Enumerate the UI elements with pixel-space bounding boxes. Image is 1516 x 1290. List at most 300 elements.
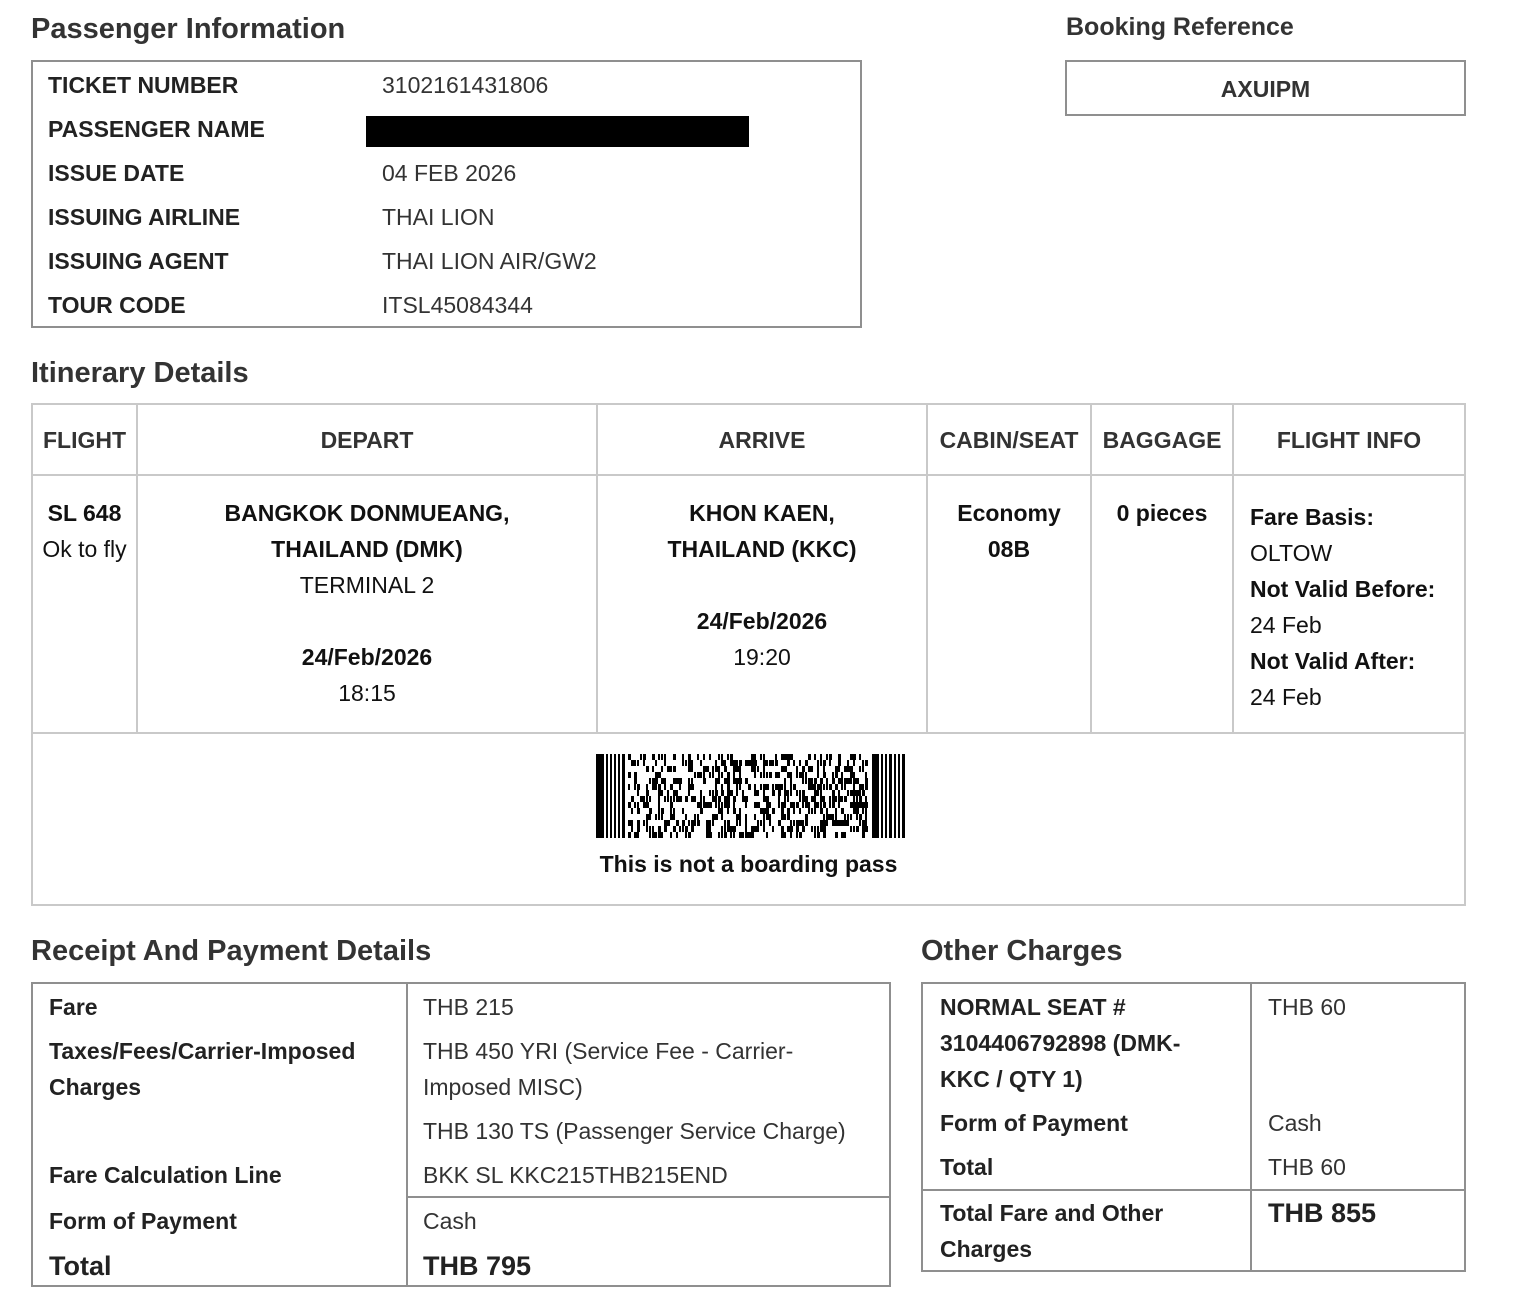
barcode-module [835, 784, 838, 790]
barcode-module [661, 754, 663, 760]
barcode-module [766, 784, 769, 790]
barcode-module [757, 766, 759, 772]
barcode-module [754, 826, 757, 832]
seat-charge-line3: KKC / QTY 1) [940, 1066, 1083, 1092]
barcode-module [838, 778, 841, 784]
barcode-module [676, 820, 679, 826]
barcode-module [742, 832, 744, 838]
barcode-module [643, 754, 646, 760]
barcode-module [898, 754, 900, 838]
barcode-module [664, 760, 666, 766]
barcode-module [658, 802, 660, 808]
tour-code-label: TOUR CODE [48, 292, 186, 318]
barcode-module [688, 832, 691, 838]
barcode-module [628, 784, 630, 790]
receipt-table [31, 982, 891, 1287]
barcode-module [706, 766, 709, 772]
barcode-module [763, 754, 765, 760]
depart-terminal: TERMINAL 2 [299, 572, 435, 598]
barcode-module [727, 754, 729, 760]
barcode-module [670, 832, 672, 838]
seat-number: 08B [987, 536, 1031, 562]
barcode-module [787, 760, 790, 766]
depart-place-line2: THAILAND (DMK) [271, 536, 463, 562]
barcode-module [865, 820, 867, 826]
barcode-module [820, 778, 823, 784]
barcode-module [787, 814, 790, 820]
barcode-module [835, 796, 837, 802]
barcode-module [808, 754, 811, 760]
barcode-module [766, 814, 769, 820]
barcode-module [712, 766, 714, 772]
barcode-module [841, 778, 843, 784]
fare-calc-value: BKK SL KKC215THB215END [423, 1162, 728, 1188]
barcode-module [847, 814, 849, 820]
booking-reference-box [1065, 60, 1466, 116]
barcode-module [862, 760, 864, 766]
barcode-module [850, 790, 853, 796]
barcode-module [832, 790, 835, 796]
barcode-module [721, 772, 723, 778]
barcode-module [787, 796, 789, 802]
barcode-module [859, 802, 862, 808]
barcode-module [694, 820, 696, 826]
barcode-module [652, 826, 654, 832]
barcode-module [802, 796, 805, 802]
seat-charge-value: THB 60 [1268, 994, 1346, 1020]
barcode-module [709, 802, 712, 808]
barcode-module [676, 796, 679, 802]
barcode-module [862, 766, 864, 772]
barcode-module [679, 778, 682, 784]
barcode-module [646, 802, 649, 808]
barcode-module [658, 808, 660, 814]
not-valid-before-value: 24 Feb [1250, 612, 1322, 638]
other-charges-table [921, 982, 1466, 1272]
barcode-module [682, 820, 685, 826]
barcode-module [688, 766, 691, 772]
barcode-module [853, 772, 855, 778]
barcode-module [847, 820, 849, 826]
barcode-module [745, 832, 748, 838]
barcode-module [739, 778, 742, 784]
barcode-module [727, 826, 730, 832]
barcode-module [700, 808, 703, 814]
barcode-module [643, 802, 646, 808]
tax1-line1: THB 450 YRI (Service Fee - Carrier- [423, 1038, 794, 1064]
barcode-module [709, 772, 711, 778]
barcode-module [637, 760, 639, 766]
barcode-module [712, 820, 714, 826]
barcode-module [820, 820, 823, 826]
passenger-info-heading: Passenger Information [31, 13, 346, 45]
barcode-module [820, 790, 822, 796]
barcode-module [727, 796, 730, 802]
fare-basis-value: OLTOW [1250, 540, 1333, 566]
barcode-module [649, 832, 651, 838]
col-header-depart: DEPART [320, 427, 414, 453]
barcode-module [724, 802, 727, 808]
barcode-module [724, 826, 726, 832]
barcode-module [691, 766, 693, 772]
barcode-module [751, 760, 754, 766]
barcode-module [787, 790, 789, 796]
barcode-module [763, 814, 765, 820]
barcode-module [829, 802, 831, 808]
barcode-module [628, 802, 631, 808]
barcode-module [730, 754, 733, 760]
barcode-module [784, 832, 786, 838]
receipt-total-value: THB 795 [423, 1251, 532, 1281]
barcode-module [781, 754, 784, 760]
barcode-module [856, 778, 859, 784]
flight-cell [33, 495, 136, 567]
barcode-module [670, 814, 673, 820]
barcode-module [829, 814, 832, 820]
col-header-flight-info: FLIGHT INFO [1276, 427, 1422, 453]
barcode-module [802, 772, 804, 778]
barcode-module [688, 784, 691, 790]
barcode-module [628, 754, 631, 760]
barcode-module [814, 808, 816, 814]
barcode-module [823, 814, 825, 820]
other-fop-label: Form of Payment [940, 1110, 1128, 1136]
barcode-module [706, 802, 709, 808]
barcode-module [814, 784, 816, 790]
barcode-module [829, 784, 832, 790]
barcode-module [862, 790, 865, 796]
barcode-module [661, 808, 664, 814]
barcode-module [865, 826, 868, 832]
barcode-module [757, 790, 759, 796]
barcode-module [778, 772, 780, 778]
barcode-module [844, 784, 846, 790]
barcode-module [844, 796, 847, 802]
barcode-module [606, 754, 608, 838]
barcode-module [751, 766, 754, 772]
barcode-module [739, 820, 741, 826]
barcode-module [745, 778, 748, 784]
barcode-module [664, 778, 666, 784]
barcode-module [799, 832, 802, 838]
barcode-module [781, 802, 784, 808]
barcode-module [634, 832, 637, 838]
barcode-module [703, 766, 706, 772]
barcode-module [796, 820, 799, 826]
barcode-module [784, 784, 786, 790]
barcode-module [628, 772, 631, 778]
issuing-airline-value: THAI LION [382, 204, 495, 230]
barcode-module [655, 760, 657, 766]
barcode-module [784, 766, 787, 772]
barcode-module [667, 790, 669, 796]
barcode-module [769, 802, 771, 808]
barcode-module [703, 796, 705, 802]
barcode-module [859, 814, 862, 820]
depart-time: 18:15 [338, 680, 396, 706]
barcode-module [853, 760, 855, 766]
barcode-module [772, 784, 774, 790]
barcode-module [850, 772, 853, 778]
barcode-module [850, 778, 852, 784]
barcode-module [640, 754, 642, 760]
barcode-module [667, 796, 669, 802]
barcode-module [727, 772, 730, 778]
barcode-module [676, 832, 678, 838]
barcode-module [751, 826, 754, 832]
barcode-module [763, 766, 765, 772]
barcode-module [658, 790, 661, 796]
barcode-module [715, 778, 718, 784]
barcode-module [793, 820, 795, 826]
barcode-module [802, 820, 804, 826]
barcode-module [826, 754, 828, 760]
barcode-module [784, 790, 787, 796]
barcode-module [760, 772, 762, 778]
barcode-module [634, 784, 636, 790]
barcode-module [754, 802, 757, 808]
barcode-module [847, 790, 849, 796]
barcode-module [754, 772, 756, 778]
barcode-module [838, 760, 841, 766]
barcode-module [814, 796, 816, 802]
barcode-module [622, 754, 625, 838]
barcode-module [691, 784, 694, 790]
barcode-module [865, 772, 867, 778]
barcode-module [658, 796, 660, 802]
barcode-module [700, 760, 702, 766]
barcode-module [661, 766, 663, 772]
barcode-module [826, 784, 828, 790]
barcode-module [832, 796, 835, 802]
baggage-allowance: 0 pieces [1116, 500, 1208, 526]
barcode-module [682, 754, 684, 760]
barcode-module [673, 826, 676, 832]
barcode-module [881, 754, 883, 838]
barcode-module [799, 790, 801, 796]
barcode-module [709, 832, 712, 838]
barcode-module [652, 766, 654, 772]
barcode-module [721, 784, 723, 790]
barcode-module [784, 796, 786, 802]
barcode-module [673, 808, 675, 814]
barcode-module [811, 778, 813, 784]
grand-total-label-line1: Total Fare and Other [940, 1200, 1164, 1226]
barcode-module [721, 802, 723, 808]
barcode-module [637, 826, 640, 832]
barcode-module [799, 760, 801, 766]
barcode-module [733, 760, 736, 766]
barcode-module [730, 832, 732, 838]
barcode-module [817, 760, 819, 766]
barcode-module [796, 766, 798, 772]
barcode-module [790, 778, 792, 784]
barcode-module [859, 754, 861, 760]
passenger-name-label: PASSENGER NAME [48, 116, 265, 142]
barcode-module [835, 808, 837, 814]
barcode-module [748, 784, 751, 790]
barcode-module [894, 754, 896, 838]
barcode-module [709, 754, 711, 760]
issuing-agent-label: ISSUING AGENT [48, 248, 229, 274]
barcode-module [847, 766, 850, 772]
barcode-module [628, 832, 631, 838]
col-header-baggage: BAGGAGE [1102, 427, 1222, 453]
barcode-module [664, 796, 666, 802]
barcode-module [685, 826, 688, 832]
barcode-module [646, 826, 648, 832]
barcode-module [694, 796, 696, 802]
barcode-module [820, 826, 823, 832]
barcode-module [745, 760, 748, 766]
barcode-module [700, 790, 702, 796]
grand-total-label-line2: Charges [940, 1236, 1033, 1262]
barcode-module [760, 784, 762, 790]
barcode-module [715, 766, 718, 772]
barcode-module [856, 826, 859, 832]
taxes-label-line1: Taxes/Fees/Carrier-Imposed [49, 1038, 356, 1064]
barcode-module [805, 802, 808, 808]
fare-calc-label: Fare Calculation Line [49, 1162, 282, 1188]
fare-basis-label: Fare Basis: [1250, 504, 1375, 530]
barcode-module [652, 754, 655, 760]
barcode-module [739, 784, 741, 790]
barcode-module [823, 820, 826, 826]
barcode-module [859, 784, 862, 790]
barcode-module [703, 754, 705, 760]
barcode-module [838, 802, 840, 808]
barcode-module [802, 778, 804, 784]
header-divider [33, 474, 1464, 476]
arrive-time: 19:20 [733, 644, 791, 670]
barcode-module [739, 814, 741, 820]
barcode-module [715, 814, 718, 820]
barcode-module [766, 796, 769, 802]
barcode-module [805, 772, 807, 778]
arrive-cell [598, 495, 926, 675]
barcode-module [709, 826, 711, 832]
issuing-agent-value: THAI LION AIR/GW2 [382, 248, 597, 274]
barcode-module [763, 784, 766, 790]
barcode-module [811, 796, 814, 802]
barcode-module [811, 808, 813, 814]
barcode-module [817, 784, 820, 790]
receipt-heading: Receipt And Payment Details [31, 935, 432, 967]
barcode-module [841, 820, 844, 826]
barcode-module [763, 772, 765, 778]
barcode-module [772, 808, 775, 814]
barcode-module [655, 814, 657, 820]
barcode-module [754, 790, 757, 796]
barcode-module [769, 820, 771, 826]
barcode-module [718, 772, 720, 778]
barcode-module [832, 772, 834, 778]
barcode-module [757, 820, 759, 826]
barcode-module [742, 796, 745, 802]
barcode-module [772, 790, 775, 796]
barcode-module [733, 802, 735, 808]
not-boarding-pass-notice: This is not a boarding pass [599, 851, 898, 877]
fare-label: Fare [49, 994, 98, 1020]
booking-reference-code: AXUIPM [1220, 76, 1311, 102]
barcode-module [754, 754, 756, 760]
barcode-module [793, 802, 795, 808]
other-charges-heading: Other Charges [921, 935, 1123, 967]
barcode-module [781, 766, 784, 772]
barcode-module [739, 808, 741, 814]
receipt-fop-value: Cash [423, 1208, 477, 1234]
barcode-module [745, 802, 747, 808]
barcode-module [631, 826, 633, 832]
barcode-module [853, 778, 856, 784]
barcode-module [796, 802, 799, 808]
other-total-label: Total [940, 1154, 994, 1180]
barcode-module [634, 778, 637, 784]
barcode-module [628, 820, 631, 826]
barcode-module [838, 820, 841, 826]
barcode-module [685, 796, 688, 802]
barcode-module [808, 784, 811, 790]
barcode-module [649, 826, 651, 832]
barcode-module [745, 826, 747, 832]
barcode-module [646, 790, 649, 796]
barcode-module [733, 826, 736, 832]
barcode-module [769, 814, 771, 820]
barcode-module [817, 772, 819, 778]
barcode-module [820, 784, 822, 790]
barcode-module [673, 814, 675, 820]
barcode-module [724, 760, 726, 766]
barcode-module [778, 784, 781, 790]
barcode-module [862, 802, 865, 808]
col-header-flight: FLIGHT [42, 427, 127, 453]
barcode-module [856, 802, 859, 808]
barcode-module [721, 808, 723, 814]
barcode-module [724, 820, 726, 826]
barcode-module [739, 772, 741, 778]
barcode-module [823, 796, 825, 802]
barcode-module [841, 772, 843, 778]
barcode-module [844, 778, 847, 784]
barcode-module [712, 790, 714, 796]
barcode-module [700, 772, 702, 778]
barcode-module [618, 754, 620, 838]
barcode-module [637, 784, 640, 790]
barcode-module [835, 772, 838, 778]
barcode-module [670, 802, 673, 808]
barcode-module [838, 790, 840, 796]
barcode-module [715, 760, 717, 766]
barcode-module [700, 796, 702, 802]
barcode-module [709, 790, 711, 796]
barcode-module [781, 826, 784, 832]
issuing-airline-label: ISSUING AIRLINE [48, 204, 241, 230]
barcode-module [814, 790, 817, 796]
barcode-module [826, 814, 829, 820]
barcode-module [790, 832, 792, 838]
barcode-module [694, 772, 696, 778]
tax1-line2: Imposed MISC) [423, 1074, 583, 1100]
barcode-module [856, 790, 859, 796]
barcode-module [658, 754, 660, 760]
barcode-module [748, 832, 751, 838]
not-valid-after-label: Not Valid After: [1250, 648, 1416, 674]
barcode-module [775, 760, 778, 766]
barcode-module [673, 754, 676, 760]
barcode-module [760, 754, 762, 760]
barcode-module [787, 826, 790, 832]
barcode-module [727, 778, 730, 784]
